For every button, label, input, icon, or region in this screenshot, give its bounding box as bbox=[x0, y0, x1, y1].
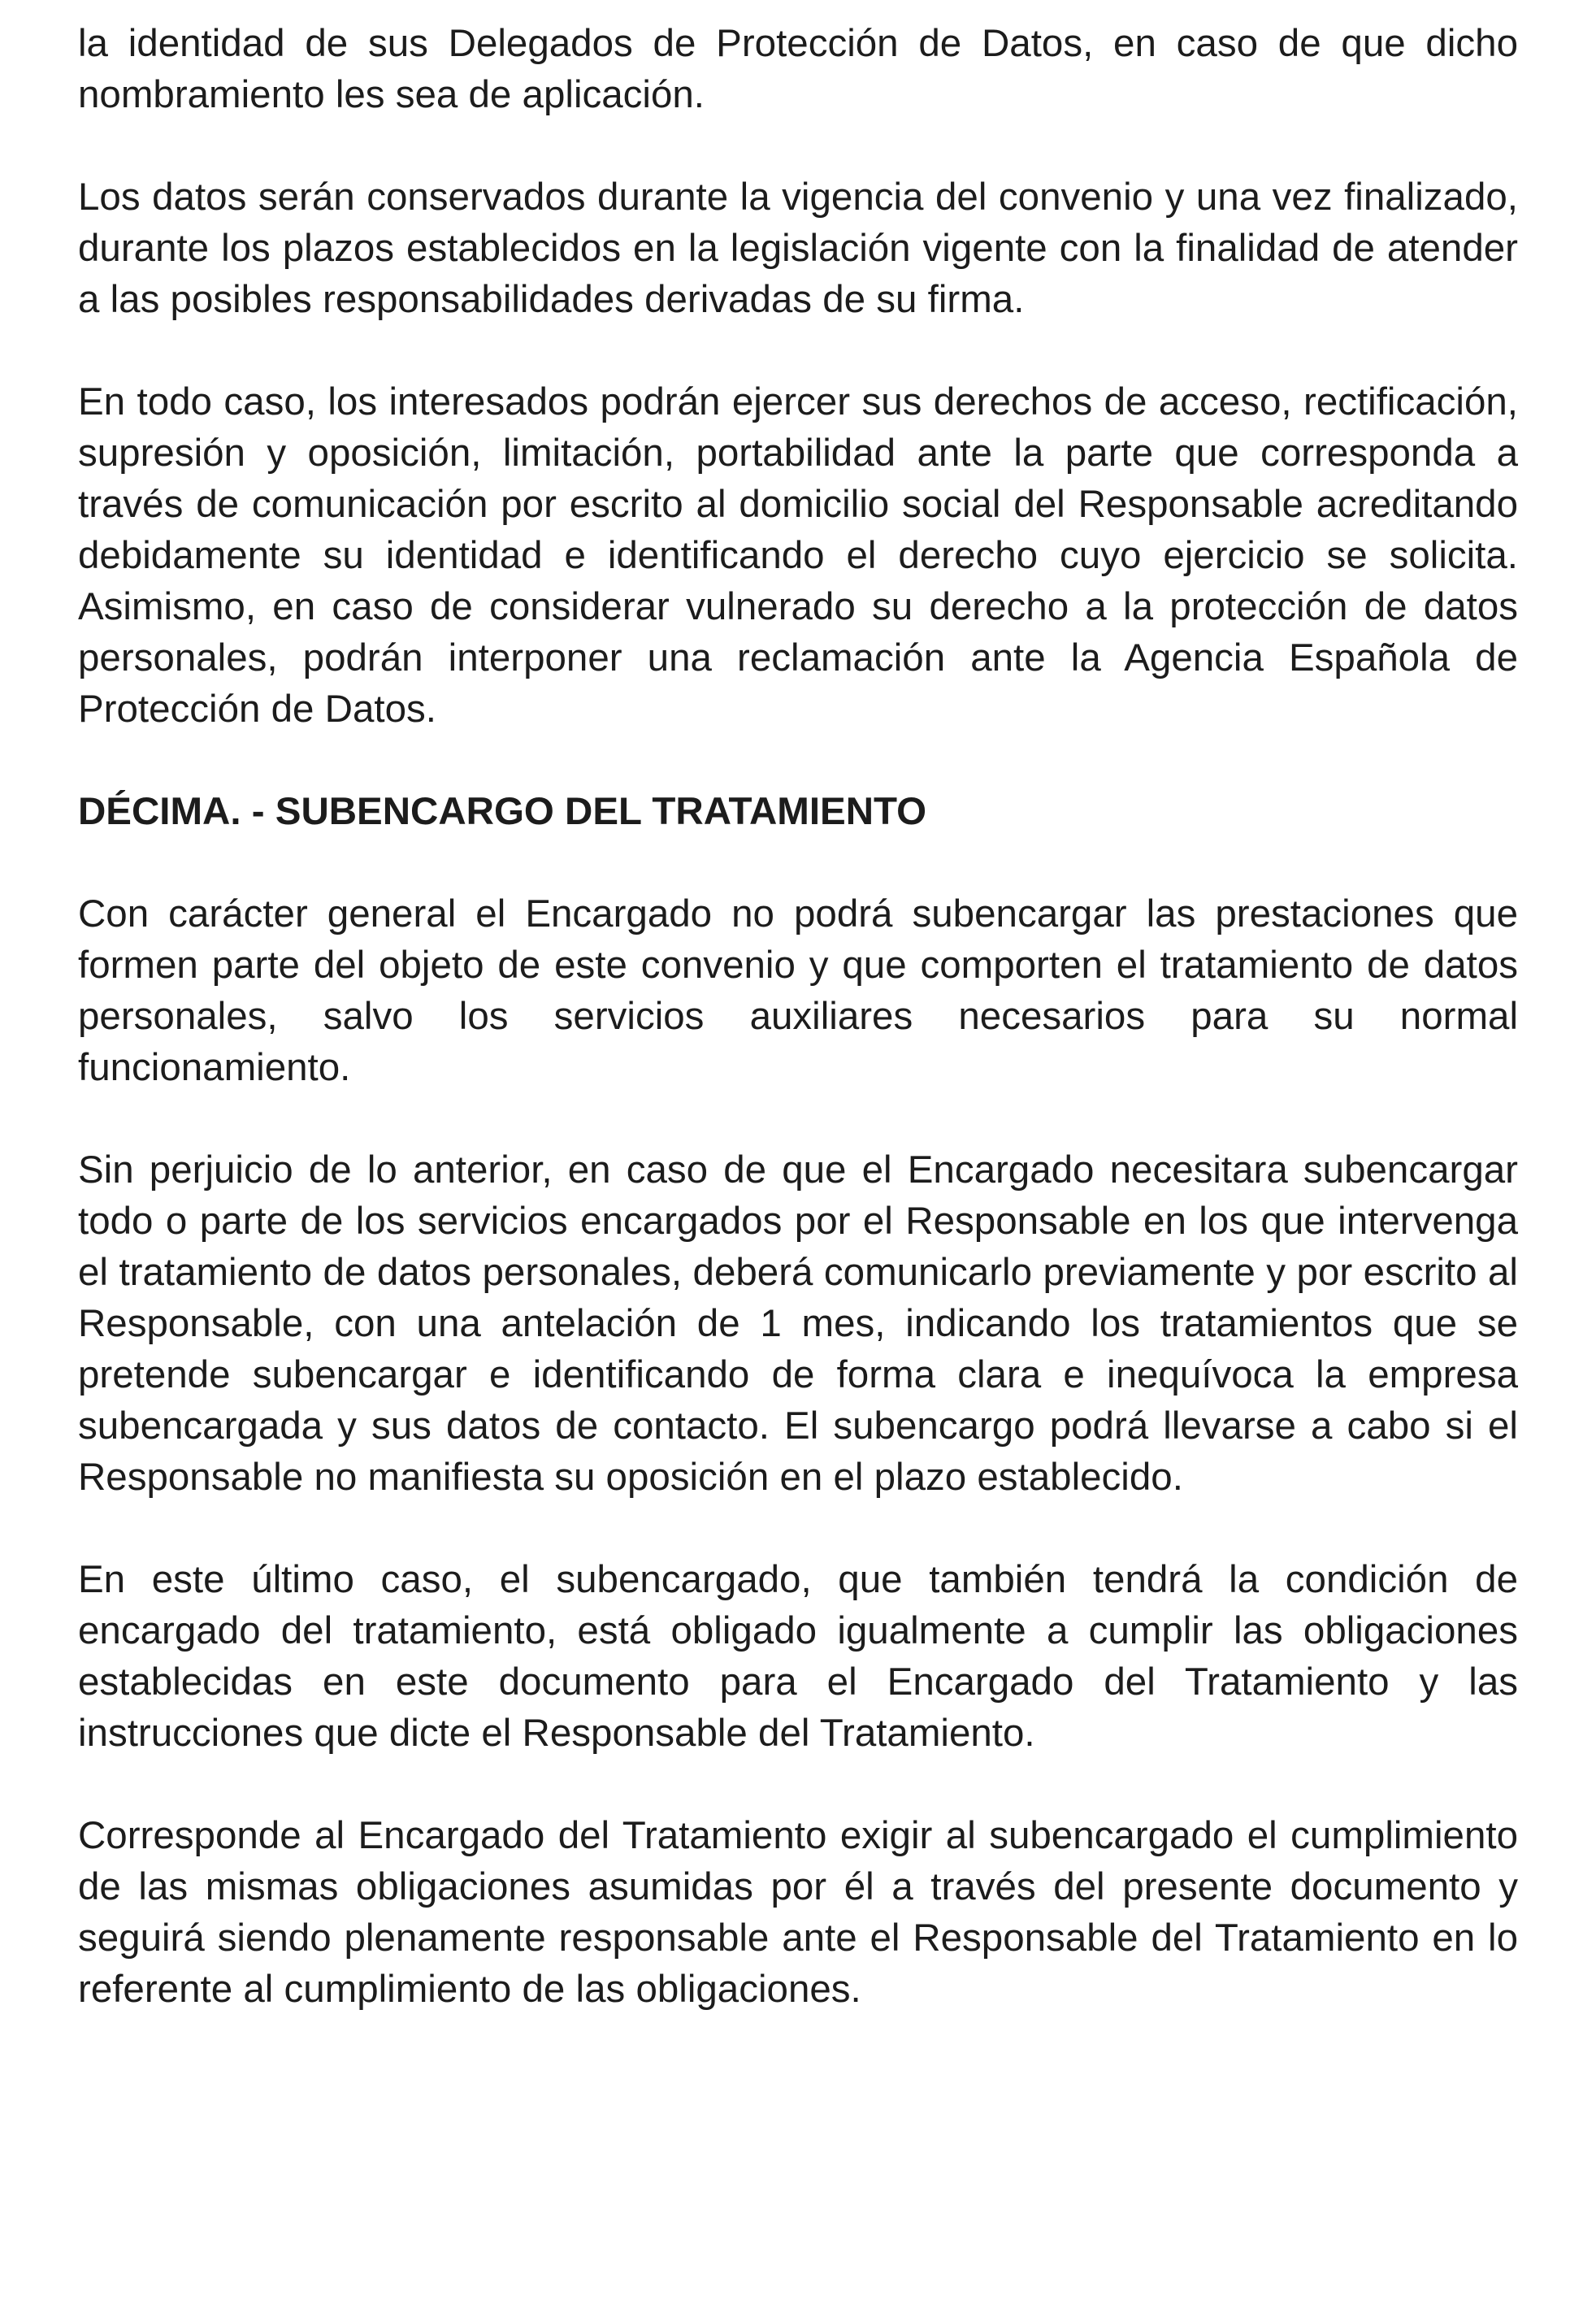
paragraph-dpo-identity: la identidad de sus Delegados de Protección de Datos, en caso de que dicho nombramiento les sea de aplicación. bbox=[78, 22, 1518, 116]
paragraph-subcontracting-notice: Sin perjuicio de lo anterior, en caso de que el Encargado necesitara subencargar todo o parte de los servicios encargados por el Responsable en los que intervenga el tratamiento de datos personales, deberá comunicarlo previamente y por escrito al Responsable, con una antelación de 1 mes, indicando los tratamientos que se pretende subencargar e identificando de forma clara e inequívoca la empresa subencargada y sus datos de contacto. El subencargo podrá llevarse a cabo si el Responsable no manifiesta su oposición en el plazo establecido. bbox=[78, 1148, 1518, 1499]
section-heading: DÉCIMA. - SUBENCARGO DEL TRATAMIENTO bbox=[78, 790, 927, 833]
paragraph-data-retention: Los datos serán conservados durante la vigencia del convenio y una vez finalizado, durante los plazos establecidos en la legislación vigente con la finalidad de atender a las posibles responsabilidades derivadas de su firma. bbox=[78, 176, 1518, 321]
document-page bbox=[78, 18, 1518, 2066]
paragraph-data-subject-rights: En todo caso, los interesados podrán ejercer sus derechos de acceso, rectificación, supresión y oposición, limitación, portabilidad ante la parte que corresponda a través de comunicación por escrito al domicilio social del Responsable acreditando debidamente su identidad e identificando el derecho cuyo ejercicio se solicita. Asimismo, en caso de considerar vulnerado su derecho a la protección de datos personales, podrán interponer una reclamación ante la Agencia Española de Protección de Datos. bbox=[78, 380, 1518, 731]
paragraph-subcontracting-general: Con carácter general el Encargado no podrá subencargar las prestaciones que formen parte del objeto de este convenio y que comporten el tratamiento de datos personales, salvo los servicios auxiliares necesarios para su normal funcionamiento. bbox=[78, 892, 1518, 1089]
paragraph-subprocessor-obligations: En este último caso, el subencargado, que también tendrá la condición de encargado del tratamiento, está obligado igualmente a cumplir las obligaciones establecidas en este documento para el Encargado del Tratamiento y las instrucciones que dicte el Responsable del Tratamiento. bbox=[78, 1558, 1518, 1755]
paragraph-processor-responsibility: Corresponde al Encargado del Tratamiento exigir al subencargado el cumplimiento de las mismas obligaciones asumidas por él a través del presente documento y seguirá siendo plenamente responsable ante el Responsable del Tratamiento en lo referente al cumplimiento de las obligaciones. bbox=[78, 1814, 1518, 2011]
